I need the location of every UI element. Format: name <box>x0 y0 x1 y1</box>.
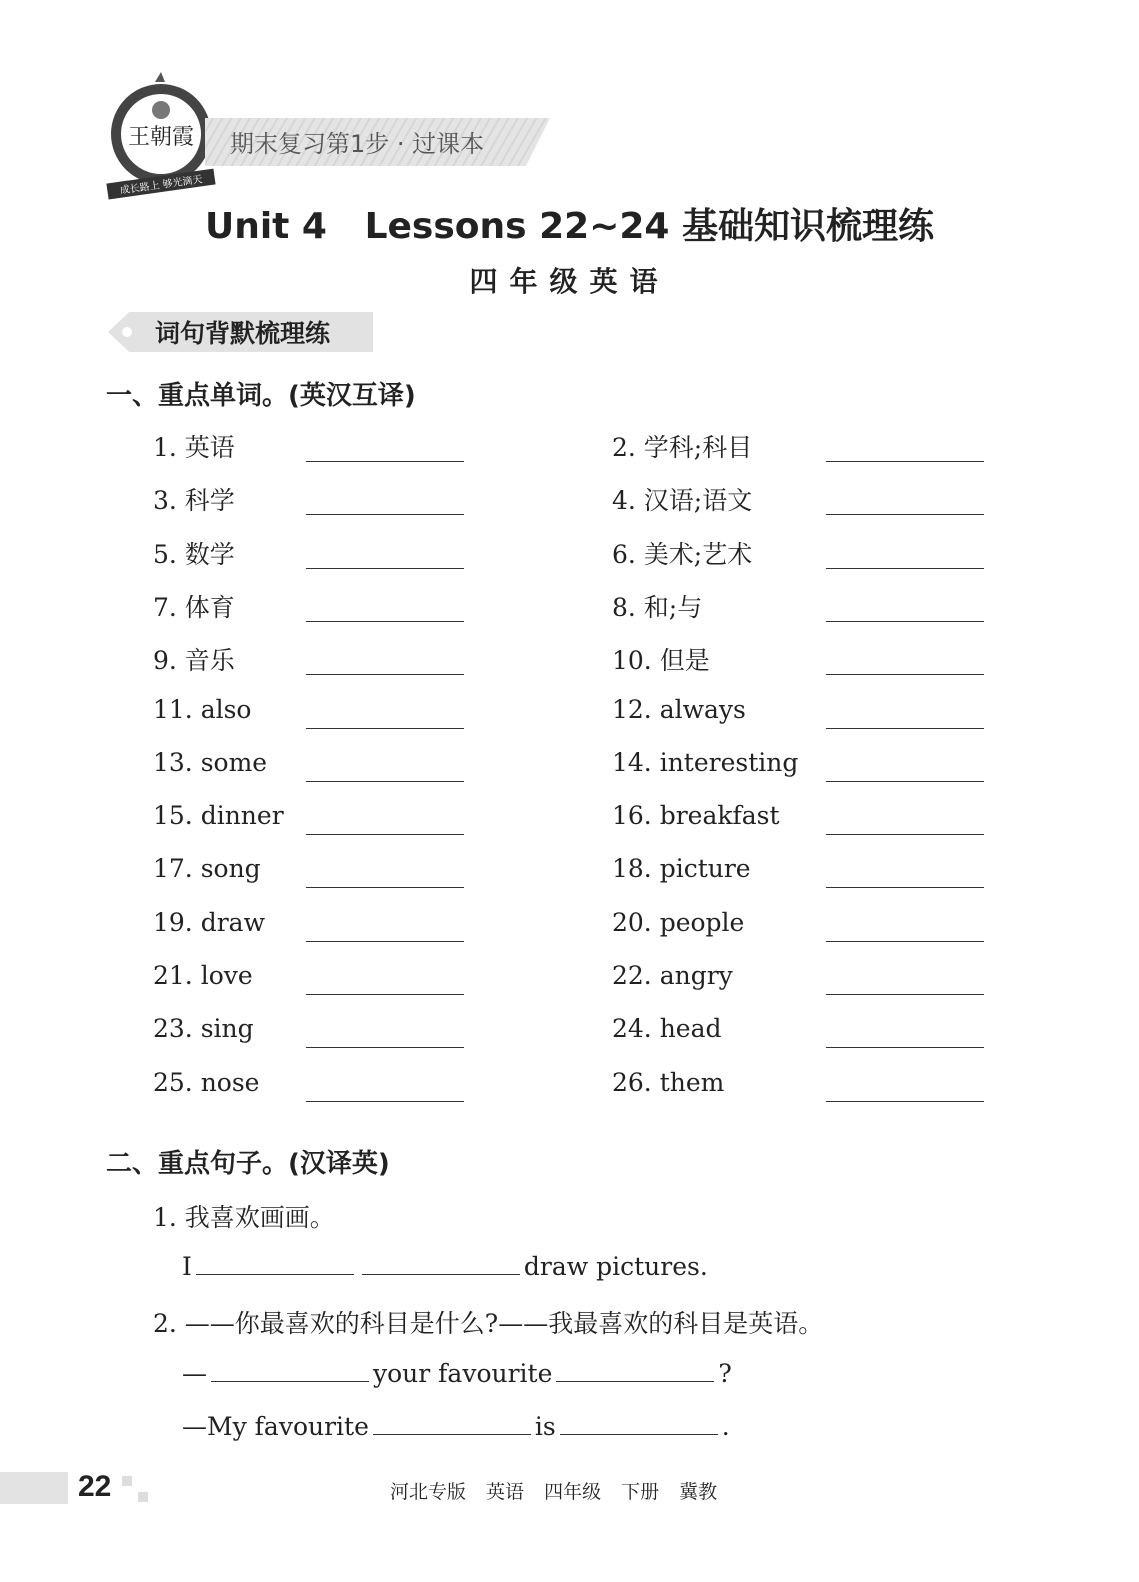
answer-blank[interactable] <box>306 834 464 835</box>
vocab-item: 13. some <box>153 747 268 777</box>
answer-blank[interactable] <box>306 887 464 888</box>
answer-blank[interactable] <box>826 514 984 515</box>
q2-text: —My favourite <box>182 1412 369 1441</box>
answer-blank[interactable] <box>826 1047 984 1048</box>
answer-blank[interactable] <box>306 994 464 995</box>
vocab-item: 2. 学科;科目 <box>612 433 753 462</box>
answer-blank[interactable] <box>826 461 984 462</box>
vocab-item: 19. draw <box>153 907 265 937</box>
answer-blank[interactable] <box>826 1101 984 1102</box>
answer-blank[interactable] <box>826 621 984 622</box>
vocab-item: 21. love <box>153 961 253 990</box>
answer-blank[interactable] <box>306 514 464 515</box>
answer-blank[interactable] <box>306 621 464 622</box>
answer-blank[interactable] <box>306 941 464 942</box>
vocab-item: 15. dinner <box>153 801 284 831</box>
answer-blank[interactable] <box>211 1357 369 1382</box>
vocab-item: 9. 音乐 <box>153 646 235 676</box>
q2-punct: ? <box>718 1359 732 1388</box>
answer-blank[interactable] <box>306 568 464 569</box>
vocab-item: 3. 科学 <box>153 486 235 516</box>
answer-blank[interactable] <box>306 1101 464 1102</box>
q2-prompt: 2. ——你最喜欢的科目是什么?——我最喜欢的科目是英语。 <box>153 1309 824 1338</box>
vocab-item: 24. head <box>612 1014 722 1044</box>
banner-text: 期末复习第1步 · 过课本 <box>230 130 485 158</box>
q2-text: is <box>534 1412 556 1441</box>
q1-answer-line <box>182 1250 708 1281</box>
answer-blank[interactable] <box>826 674 984 675</box>
vocab-item: 7. 体育 <box>153 592 235 622</box>
q2-text: your favourite <box>373 1359 553 1388</box>
answer-blank[interactable] <box>362 1250 520 1275</box>
page-subtitle: 四年级英语 <box>469 265 670 298</box>
answer-blank[interactable] <box>306 674 464 675</box>
dash: — <box>182 1359 207 1388</box>
vocab-item: 14. interesting <box>612 747 799 777</box>
vocab-item: 12. always <box>612 694 746 724</box>
answer-blank[interactable] <box>306 1047 464 1048</box>
vocab-item: 22. angry <box>612 961 733 990</box>
svg-text:成长路上 够光滴天: 成长路上 够光滴天 <box>119 174 204 197</box>
section1-heading: 一、重点单词。(英汉互译) <box>106 381 416 411</box>
answer-blank[interactable] <box>306 461 464 462</box>
svg-text:王朝霞: 王朝霞 <box>127 125 195 150</box>
vocab-item: 11. also <box>153 694 252 724</box>
brand-logo <box>105 72 217 200</box>
q2-punct: . <box>721 1412 730 1441</box>
vocab-item: 1. 英语 <box>153 433 235 462</box>
q2-answer-line-b <box>182 1410 730 1441</box>
answer-blank[interactable] <box>560 1410 718 1435</box>
answer-blank[interactable] <box>556 1357 714 1382</box>
page-title: Unit 4 Lessons 22~24 基础知识梳理练 <box>204 206 935 247</box>
answer-blank[interactable] <box>826 941 984 942</box>
decor-square <box>138 1492 148 1502</box>
answer-blank[interactable] <box>826 568 984 569</box>
answer-blank[interactable] <box>196 1250 354 1275</box>
q2-answer-line-a <box>182 1357 732 1388</box>
answer-blank[interactable] <box>826 887 984 888</box>
vocab-item: 6. 美术;艺术 <box>612 539 753 569</box>
footer-bar <box>0 1472 68 1504</box>
tag-hole-icon <box>122 327 132 337</box>
vocab-item: 20. people <box>612 907 745 937</box>
answer-blank[interactable] <box>826 728 984 729</box>
vocab-item: 4. 汉语;语文 <box>612 486 753 516</box>
vocab-item: 16. breakfast <box>612 801 780 831</box>
vocab-item: 25. nose <box>153 1067 260 1097</box>
answer-blank[interactable] <box>306 728 464 729</box>
answer-blank[interactable] <box>373 1410 531 1435</box>
decor-square <box>122 1476 132 1486</box>
answer-blank[interactable] <box>826 781 984 782</box>
q1-prompt: 1. 我喜欢画画。 <box>153 1203 335 1232</box>
page-number: 22 <box>78 1470 112 1503</box>
answer-blank[interactable] <box>306 781 464 782</box>
vocab-item: 8. 和;与 <box>612 592 703 622</box>
vocab-item: 17. song <box>153 854 261 884</box>
footer-edition: 河北专版 英语 四年级 下册 冀教 <box>390 1481 718 1503</box>
answer-blank[interactable] <box>826 994 984 995</box>
q1-end: draw pictures. <box>523 1252 708 1281</box>
vocab-item: 10. 但是 <box>612 646 710 676</box>
answer-blank[interactable] <box>826 834 984 835</box>
vocab-item: 23. sing <box>153 1014 254 1044</box>
section-tag-label: 词句背默梳理练 <box>155 319 331 348</box>
vocab-item: 18. picture <box>612 854 751 884</box>
vocab-item: 5. 数学 <box>153 539 235 569</box>
q1-start: I <box>182 1252 192 1281</box>
section2-heading: 二、重点句子。(汉译英) <box>106 1149 390 1179</box>
vocab-item: 26. them <box>612 1067 725 1097</box>
